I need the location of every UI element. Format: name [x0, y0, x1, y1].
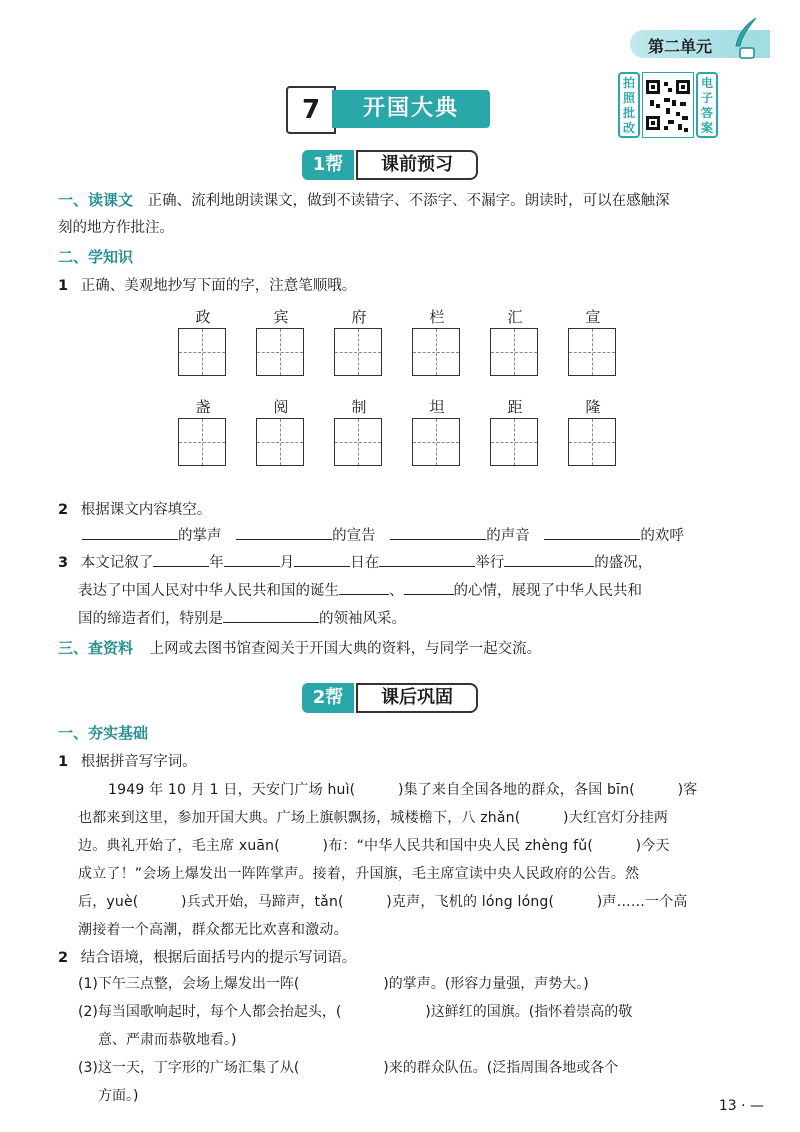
question-number: 2	[58, 502, 69, 518]
passage-line: 边。典礼开始了，毛主席 xuān( )布：“中华人民共和国中央人民 zhèng fǔ( )今天	[78, 838, 670, 854]
question-1	[58, 272, 356, 300]
question-3-line-1	[58, 549, 758, 577]
answer-blank[interactable]	[544, 523, 640, 540]
q3-text: 国的缔造者们，特别是	[78, 611, 223, 627]
qr-left-label: 拍照批改	[618, 72, 640, 138]
question-3-line-2	[78, 577, 758, 605]
help-badge-2: 2帮	[302, 683, 354, 713]
qr-right-label: 电子答案	[696, 72, 718, 138]
char-label: 坦	[429, 398, 445, 416]
word-item: (3)这一天，丁字形的广场汇集了从( )来的群众队伍。(泛指周围各地或各个	[78, 1060, 619, 1076]
writing-box[interactable]	[412, 328, 460, 376]
char-label: 宣	[585, 308, 601, 326]
section-head-learn: 二、学知识	[58, 248, 134, 266]
writing-box[interactable]	[412, 418, 460, 466]
char-label: 距	[507, 398, 523, 416]
lesson-header	[286, 86, 496, 132]
q3-text: 年	[209, 555, 224, 571]
section-tag-2	[302, 683, 482, 713]
unit-tab	[630, 30, 770, 58]
lesson-title: 开国大典	[332, 90, 490, 128]
writing-box[interactable]	[334, 418, 382, 466]
read-instructions-2: 刻的地方作批注。	[58, 220, 174, 236]
question-text: 正确、美观地抄写下面的字，注意笔顺哦。	[80, 278, 357, 294]
answer-blank[interactable]	[379, 550, 475, 567]
char-label: 汇	[507, 308, 523, 326]
passage-line: 成立了！”会场上爆发出一阵阵掌声。接着，升国旗，毛主席宣读中央人民政府的公告。然	[78, 866, 640, 882]
qr-block[interactable]	[618, 72, 718, 140]
passage-line: 1949 年 10 月 1 日，天安门广场 huì( )集了来自全国各地的群众，各国 bīn( )客	[108, 782, 698, 798]
char-label: 宾	[273, 308, 289, 326]
writing-box[interactable]	[178, 418, 226, 466]
char-label: 制	[351, 398, 367, 416]
writing-box[interactable]	[256, 418, 304, 466]
char-label: 政	[195, 308, 211, 326]
question-3-line-3	[78, 605, 406, 633]
writing-box[interactable]	[490, 328, 538, 376]
part2-question-1	[58, 748, 197, 776]
lesson-number: 7	[286, 86, 336, 134]
answer-blank[interactable]	[504, 550, 594, 567]
answer-blank[interactable]	[224, 550, 280, 567]
quill-pen-icon	[726, 16, 762, 60]
passage-line: 后，yuè( )兵式开始，马蹄声，tǎn( )克声，飞机的 lóng lóng( )声……一个高	[78, 894, 688, 910]
answer-blank[interactable]	[294, 550, 350, 567]
read-instructions-1: 正确、流利地朗读课文，做到不读错字、不添字、不漏字。朗读时，可以在感触深	[147, 193, 670, 209]
answer-blank[interactable]	[223, 606, 319, 623]
q3-text: 表达了中国人民对中华人民共和国的诞生	[78, 583, 339, 599]
passage-line: 潮接着一个高潮，群众都无比欢喜和激动。	[78, 922, 348, 938]
q3-text: 、	[389, 583, 404, 599]
fill-text: 的掌声	[178, 528, 222, 544]
char-label: 栏	[429, 308, 445, 326]
answer-blank[interactable]	[390, 523, 486, 540]
word-item: (2)每当国歌响起时，每个人都会抬起头，( )这鲜红的国旗。(指怀着崇高的敬	[78, 1004, 633, 1020]
part2-question-2	[58, 944, 356, 972]
question-text: 结合语境，根据后面括号内的提示写词语。	[80, 950, 357, 966]
writing-box[interactable]	[178, 328, 226, 376]
q3-text: 的领袖风采。	[319, 611, 406, 627]
question-number: 1	[58, 754, 69, 770]
char-label: 府	[351, 308, 367, 326]
q3-text: 日在	[350, 555, 380, 571]
word-item-cont: 方面。)	[98, 1088, 139, 1104]
section-tag-1	[302, 150, 482, 180]
answer-blank[interactable]	[82, 523, 178, 540]
q3-text: 举行	[475, 555, 505, 571]
read-text-section	[58, 186, 748, 215]
unit-label: 第二单元	[648, 37, 713, 56]
q3-text: 和	[627, 583, 642, 599]
passage-line: 也都来到这里，参加开国大典。广场上旗帜飘扬，城楼檐下，八 zhǎn( )大红宫灯分挂两	[78, 810, 669, 826]
writing-box[interactable]	[334, 328, 382, 376]
writing-box[interactable]	[490, 418, 538, 466]
research-section	[58, 634, 541, 663]
character-grid	[178, 306, 638, 486]
word-items	[78, 970, 758, 1110]
research-text: 上网或去图书馆查阅关于开国大典的资料，与同学一起交流。	[149, 641, 542, 657]
page-number: 13 · —	[718, 1098, 764, 1114]
question-number: 3	[58, 555, 69, 571]
char-label: 阅	[273, 398, 289, 416]
question-text: 根据课文内容填空。	[80, 502, 212, 518]
question-number: 1	[58, 278, 69, 294]
question-number: 2	[58, 950, 69, 966]
word-item-cont: 意、严肃而恭敬地看。)	[98, 1032, 237, 1048]
char-label: 隆	[585, 398, 601, 416]
section-head-research: 三、查资料	[58, 639, 134, 657]
word-item: (1)下午三点整，会场上爆发出一阵( )的掌声。(形容力量强，声势大。)	[78, 976, 589, 992]
help-title-2: 课后巩固	[356, 683, 478, 713]
section-head-basics: 一、夯实基础	[58, 724, 149, 742]
q3-text: 的盛况，	[594, 555, 653, 571]
answer-blank[interactable]	[404, 578, 454, 595]
question-2	[58, 496, 211, 524]
fill-blanks-row	[82, 522, 762, 550]
answer-blank[interactable]	[153, 550, 209, 567]
q3-text: 的心情，展现了中华人民共	[453, 583, 628, 599]
q3-text: 本文记叙了	[80, 555, 154, 571]
answer-blank[interactable]	[339, 578, 389, 595]
fill-text: 的欢呼	[640, 528, 684, 544]
qr-code-icon[interactable]	[642, 72, 694, 138]
answer-blank[interactable]	[236, 523, 332, 540]
pinyin-passage	[78, 776, 748, 944]
writing-box[interactable]	[568, 418, 616, 466]
writing-box[interactable]	[256, 328, 304, 376]
help-title-1: 课前预习	[356, 150, 478, 180]
help-badge-1: 1帮	[302, 150, 354, 180]
section-head-read: 一、读课文	[58, 191, 134, 209]
writing-box[interactable]	[568, 328, 616, 376]
fill-text: 的声音	[486, 528, 530, 544]
char-label: 盏	[195, 398, 211, 416]
question-text: 根据拼音写字词。	[80, 754, 197, 770]
q3-text: 月	[279, 555, 295, 571]
fill-text: 的宣告	[332, 528, 376, 544]
